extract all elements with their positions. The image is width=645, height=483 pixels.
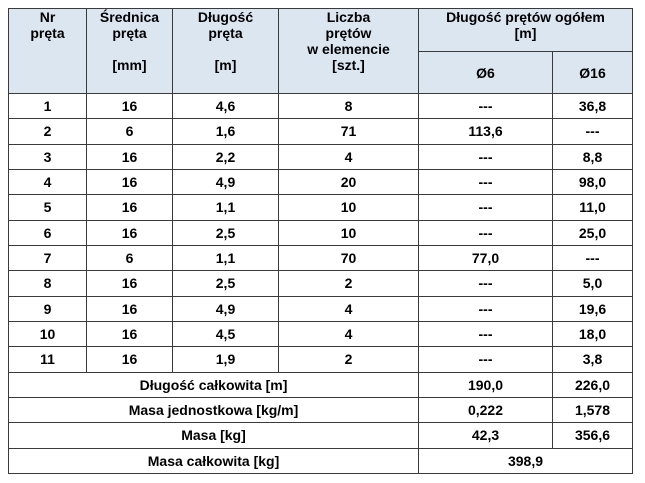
cell-phi16: --- <box>553 119 633 144</box>
cell-phi16: 5,0 <box>553 271 633 296</box>
total-label: Masa całkowita [kg] <box>9 448 419 473</box>
summary-phi16: 226,0 <box>553 372 633 397</box>
table-row <box>9 347 633 372</box>
header-liczba: Liczba prętów w elemencie [szt.] <box>279 9 419 94</box>
cell-phi6: --- <box>419 347 553 372</box>
cell-dlugosc: 4,5 <box>173 321 279 346</box>
cell-phi16: 36,8 <box>553 94 633 119</box>
cell-dlugosc: 1,1 <box>173 245 279 270</box>
header-dlugosc-ogolem: Długość prętów ogółem [m] <box>419 9 633 52</box>
header-phi16: Ø16 <box>553 52 633 94</box>
summary-label: Masa jednostkowa [kg/m] <box>9 397 419 422</box>
cell-nr: 1 <box>9 94 87 119</box>
table-row <box>9 220 633 245</box>
cell-liczba: 10 <box>279 195 419 220</box>
cell-srednica: 16 <box>87 220 173 245</box>
header-phi6: Ø6 <box>419 52 553 94</box>
cell-phi16: 8,8 <box>553 144 633 169</box>
cell-nr: 11 <box>9 347 87 372</box>
cell-srednica: 6 <box>87 119 173 144</box>
cell-dlugosc: 1,1 <box>173 195 279 220</box>
cell-phi16: 98,0 <box>553 169 633 194</box>
total-row <box>9 448 633 473</box>
cell-phi16: 18,0 <box>553 321 633 346</box>
cell-dlugosc: 2,5 <box>173 271 279 296</box>
cell-dlugosc: 2,5 <box>173 220 279 245</box>
cell-phi16: 25,0 <box>553 220 633 245</box>
cell-srednica: 16 <box>87 347 173 372</box>
cell-phi6: 77,0 <box>419 245 553 270</box>
table-row <box>9 119 633 144</box>
cell-liczba: 70 <box>279 245 419 270</box>
cell-liczba: 2 <box>279 347 419 372</box>
summary-phi6: 0,222 <box>419 397 553 422</box>
cell-liczba: 71 <box>279 119 419 144</box>
cell-dlugosc: 4,6 <box>173 94 279 119</box>
cell-liczba: 4 <box>279 296 419 321</box>
cell-srednica: 16 <box>87 144 173 169</box>
table-row <box>9 94 633 119</box>
cell-srednica: 16 <box>87 271 173 296</box>
cell-nr: 10 <box>9 321 87 346</box>
cell-phi16: 3,8 <box>553 347 633 372</box>
cell-phi6: --- <box>419 321 553 346</box>
summary-phi16: 1,578 <box>553 397 633 422</box>
cell-dlugosc: 1,6 <box>173 119 279 144</box>
cell-dlugosc: 4,9 <box>173 296 279 321</box>
cell-nr: 4 <box>9 169 87 194</box>
cell-phi6: 113,6 <box>419 119 553 144</box>
cell-liczba: 8 <box>279 94 419 119</box>
summary-row-dlugosc <box>9 372 633 397</box>
cell-srednica: 16 <box>87 321 173 346</box>
cell-phi16: 11,0 <box>553 195 633 220</box>
table-row <box>9 169 633 194</box>
cell-nr: 5 <box>9 195 87 220</box>
cell-nr: 2 <box>9 119 87 144</box>
cell-phi6: --- <box>419 195 553 220</box>
summary-row-masa-jedn <box>9 397 633 422</box>
table-row <box>9 195 633 220</box>
table-row <box>9 144 633 169</box>
cell-dlugosc: 4,9 <box>173 169 279 194</box>
summary-phi6: 42,3 <box>419 423 553 448</box>
cell-liczba: 4 <box>279 144 419 169</box>
cell-liczba: 2 <box>279 271 419 296</box>
cell-nr: 8 <box>9 271 87 296</box>
cell-phi6: --- <box>419 144 553 169</box>
table-row <box>9 245 633 270</box>
summary-label: Długość całkowita [m] <box>9 372 419 397</box>
cell-phi6: --- <box>419 296 553 321</box>
cell-phi16: 19,6 <box>553 296 633 321</box>
cell-srednica: 16 <box>87 94 173 119</box>
cell-phi6: --- <box>419 271 553 296</box>
summary-row-masa <box>9 423 633 448</box>
cell-phi6: --- <box>419 94 553 119</box>
cell-nr: 3 <box>9 144 87 169</box>
cell-srednica: 16 <box>87 296 173 321</box>
cell-srednica: 16 <box>87 169 173 194</box>
header-nr: Nr pręta <box>9 9 87 94</box>
header-dlugosc: Długość pręta [m] <box>173 9 279 94</box>
cell-dlugosc: 1,9 <box>173 347 279 372</box>
cell-phi16: --- <box>553 245 633 270</box>
cell-nr: 6 <box>9 220 87 245</box>
summary-label: Masa [kg] <box>9 423 419 448</box>
total-value: 398,9 <box>419 448 633 473</box>
table-row <box>9 296 633 321</box>
table-row <box>9 321 633 346</box>
header-srednica: Średnica pręta [mm] <box>87 9 173 94</box>
cell-liczba: 4 <box>279 321 419 346</box>
cell-phi6: --- <box>419 220 553 245</box>
cell-liczba: 20 <box>279 169 419 194</box>
summary-phi6: 190,0 <box>419 372 553 397</box>
cell-phi6: --- <box>419 169 553 194</box>
cell-nr: 7 <box>9 245 87 270</box>
cell-srednica: 6 <box>87 245 173 270</box>
table-row <box>9 271 633 296</box>
cell-liczba: 10 <box>279 220 419 245</box>
summary-phi16: 356,6 <box>553 423 633 448</box>
cell-dlugosc: 2,2 <box>173 144 279 169</box>
rebar-schedule-table <box>8 8 633 474</box>
cell-srednica: 16 <box>87 195 173 220</box>
cell-nr: 9 <box>9 296 87 321</box>
